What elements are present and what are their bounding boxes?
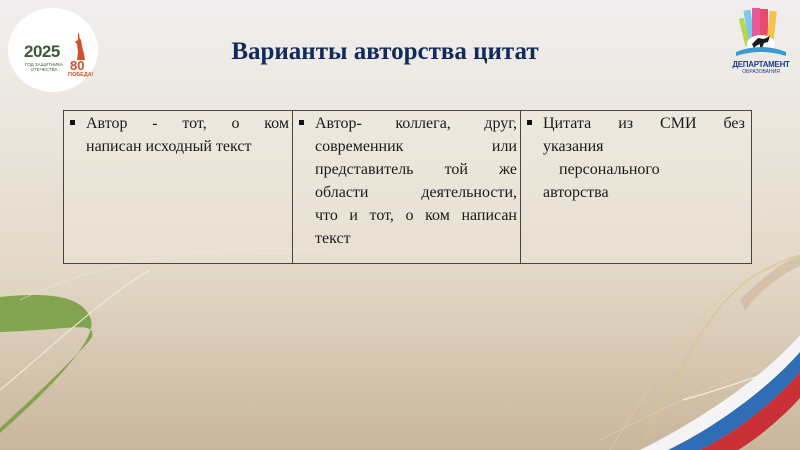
- green-ribbon: [0, 295, 92, 433]
- flag-ribbon-red: [700, 372, 800, 450]
- table-cell-media-quote: Цитата из СМИ без указания персонального авторства: [521, 111, 751, 263]
- authorship-variants-table: [63, 110, 752, 264]
- bullet-icon: [299, 120, 304, 125]
- table-cell-subject-author: Автор - тот, о ком написан исходный текст: [64, 111, 293, 263]
- flag-ribbon-blue: [668, 352, 800, 450]
- logo-victory: ПОБЕДА!: [68, 72, 94, 78]
- bullet-icon: [70, 120, 75, 125]
- logo-anniversary: 80: [70, 58, 85, 73]
- slide-title: Варианты авторства цитат: [231, 38, 539, 65]
- logo-subtitle: ГОД ЗАЩИТНИКА ОТЕЧЕСТВА: [25, 62, 63, 72]
- flag-ribbon-white: [640, 335, 800, 450]
- table-cell-colleague-author: Автор- коллега, друг, современник или представитель той же области деятельности, что и тот, о ком написан текст: [293, 111, 521, 263]
- logo-year: 2025: [24, 42, 60, 61]
- logo-education-line: ОБРАЗОВАНИЯ: [742, 69, 780, 75]
- bullet-icon: [527, 120, 532, 125]
- logo-department-line: ДЕПАРТАМЕНТ: [732, 60, 790, 69]
